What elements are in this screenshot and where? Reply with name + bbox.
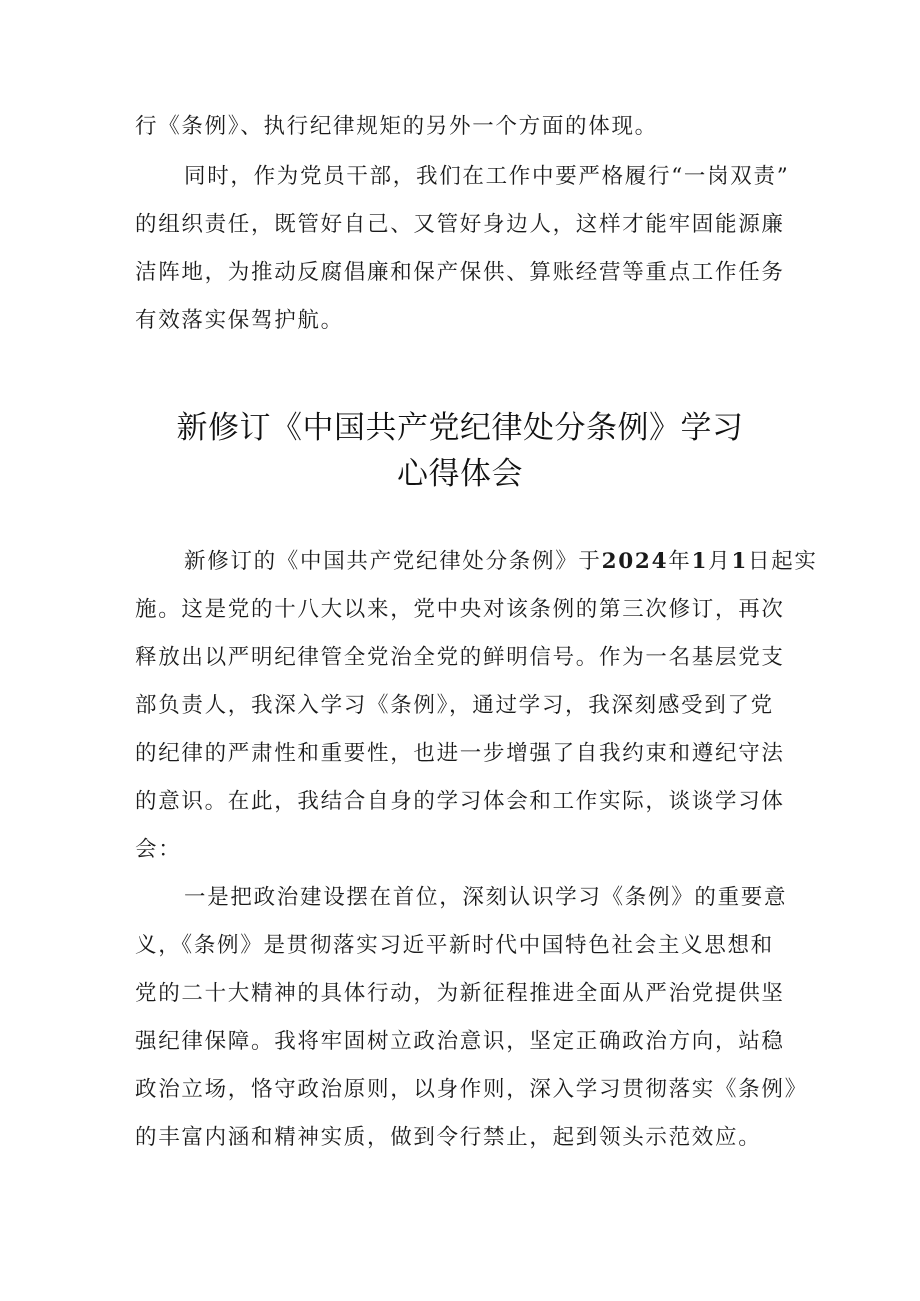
- intro-line-2: 施。这是党的十八大以来，党中央对该条例的第三次修订，再次: [135, 597, 785, 622]
- duty-paragraph-line-3: 洁阵地，为推动反腐倡廉和保产保供、算账经营等重点工作任务: [135, 260, 785, 285]
- duty-paragraph-line-2: 的组织责任，既管好自己、又管好身边人，这样才能牢固能源廉: [135, 212, 785, 237]
- intro-line-4: 部负责人，我深入学习《条例》，通过学习，我深刻感受到了党: [135, 693, 774, 718]
- point-one-line-2: 义，《条例》是贯彻落实习近平新时代中国特色社会主义思想和: [135, 933, 774, 958]
- intro-line-1-post: 日起实: [748, 549, 818, 574]
- intro-line-5: 的纪律的严肃性和重要性，也进一步增强了自我约束和遵纪守法: [135, 741, 785, 766]
- point-one-line-5: 政治立场，恪守政治原则，以身作则，深入学习贯彻落实《条例》: [135, 1077, 808, 1102]
- intro-line-1: [184, 547, 818, 577]
- intro-line-6: 的意识。在此，我结合自身的学习体会和工作实际，谈谈学习体: [135, 789, 785, 814]
- intro-date-month-unit: 月: [708, 549, 732, 574]
- article-title-line-2: 心得体会: [397, 456, 523, 492]
- intro-line-3: 释放出以严明纪律管全党治全党的鲜明信号。作为一名基层党支: [135, 645, 785, 670]
- intro-date-day: 1: [731, 549, 748, 574]
- point-one-line-3: 党的二十大精神的具体行动，为新征程推进全面从严治党提供坚: [135, 981, 785, 1006]
- duty-paragraph-line-4: 有效落实保驾护航。: [135, 308, 344, 333]
- point-one-line-1: 一是把政治建设摆在首位，深刻认识学习《条例》的重要意: [184, 885, 788, 910]
- point-one-line-4: 强纪律保障。我将牢固树立政治意识，坚定正确政治方向，站稳: [135, 1029, 785, 1054]
- article-title-line-1: 新修订《中国共产党纪律处分条例》学习: [176, 410, 744, 446]
- intro-date-month: 1: [691, 549, 709, 574]
- intro-line-1-pre: 新修订的《中国共产党纪律处分条例》于: [184, 549, 602, 574]
- intro-date-year: 2024: [601, 549, 669, 574]
- intro-date-year-unit: 年: [668, 549, 692, 574]
- intro-line-7: 会：: [135, 837, 182, 862]
- point-one-line-6: 的丰富内涵和精神实质，做到令行禁止，起到领头示范效应。: [135, 1125, 762, 1150]
- continuation-line-1: 行《条例》、执行纪律规矩的另外一个方面的体现。: [135, 114, 658, 139]
- duty-paragraph-line-1: 同时，作为党员干部，我们在工作中要严格履行“一岗双责”: [184, 164, 790, 189]
